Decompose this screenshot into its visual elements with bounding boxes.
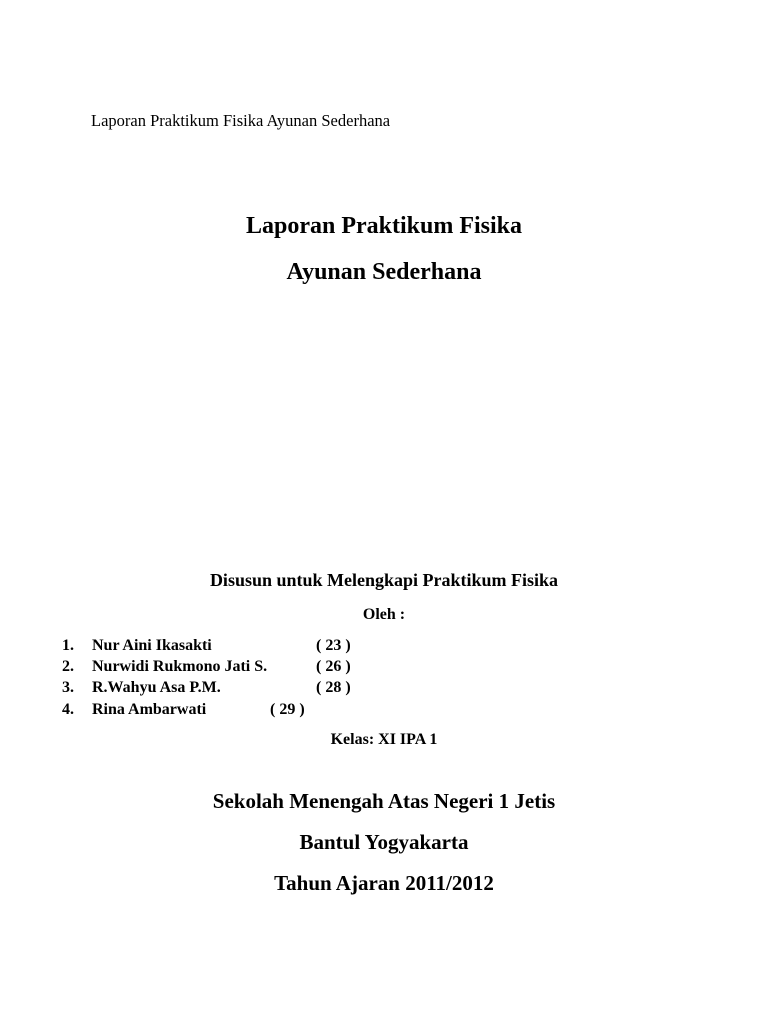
- author-label: Oleh :: [362, 606, 406, 623]
- member-name: Nurwidi Rukmono Jati S.: [92, 658, 268, 675]
- academic-year: Tahun Ajaran 2011/2012: [274, 871, 494, 895]
- school-name: Sekolah Menengah Atas Negeri 1 Jetis: [212, 789, 556, 813]
- member-name: Rina Ambarwati: [92, 701, 207, 718]
- member-number: 3.: [62, 679, 74, 696]
- running-header: Laporan Praktikum Fisika Ayunan Sederhana: [91, 111, 391, 130]
- member-name: R.Wahyu Asa P.M.: [92, 679, 221, 696]
- member-number: 2.: [62, 658, 74, 675]
- report-subtitle: Ayunan Sederhana: [286, 259, 482, 285]
- purpose-statement: Disusun untuk Melengkapi Praktikum Fisika: [209, 570, 559, 590]
- report-title: Laporan Praktikum Fisika: [245, 213, 523, 239]
- school-location: Bantul Yogyakarta: [299, 830, 469, 854]
- member-absen: ( 28 ): [316, 679, 351, 696]
- member-number: 1.: [62, 637, 74, 654]
- member-absen: ( 23 ): [316, 637, 351, 654]
- member-number: 4.: [62, 701, 74, 718]
- member-name: Nur Aini Ikasakti: [92, 637, 212, 654]
- class-info: Kelas: XI IPA 1: [330, 731, 438, 748]
- member-absen: ( 26 ): [316, 658, 351, 675]
- member-absen: ( 29 ): [270, 701, 305, 718]
